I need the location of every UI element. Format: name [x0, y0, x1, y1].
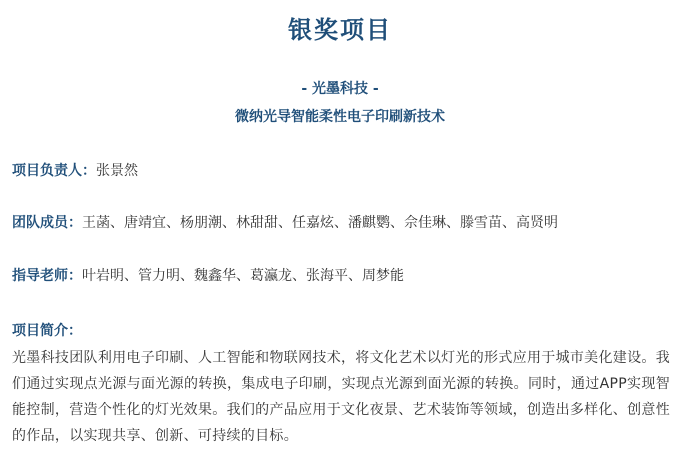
- company-name: - 光墨科技 -: [301, 81, 379, 97]
- advisors-value: 叶岩明、管力明、魏鑫华、葛瀛龙、张海平、周梦能: [82, 268, 404, 284]
- page-title: 银奖项目: [288, 16, 392, 44]
- members-label: 团队成员：: [12, 215, 82, 231]
- leader-value: 张景然: [96, 163, 138, 179]
- advisors-row: [12, 265, 404, 285]
- project-name: 微纳光导智能柔性电子印刷新技术: [235, 109, 445, 125]
- leader-label: 项目负责人：: [12, 163, 96, 179]
- members-value: 王菡、唐靖宜、杨朋潮、林甜甜、任嘉炫、潘麒鹦、佘佳琳、滕雪苗、高贤明: [82, 215, 558, 231]
- advisors-label: 指导老师：: [12, 268, 82, 284]
- members-row: [12, 212, 558, 232]
- leader-row: [12, 160, 138, 180]
- intro-heading: 项目简介：: [12, 323, 82, 339]
- intro-body: 光墨科技团队利用电子印刷、人工智能和物联网技术，将文化艺术以灯光的形式应用于城市美化建设。我们通过实现点光源与面光源的转换，集成电子印刷，实现点光源到面光源的转换。同时，通过APP实现智能控制，营造个性化的灯光效果。我们的产品应用于文化夜景、艺术装饰等领域，创造出多样化、创意性的作品，以实现共享、创新、可持续的目标。: [12, 350, 670, 444]
